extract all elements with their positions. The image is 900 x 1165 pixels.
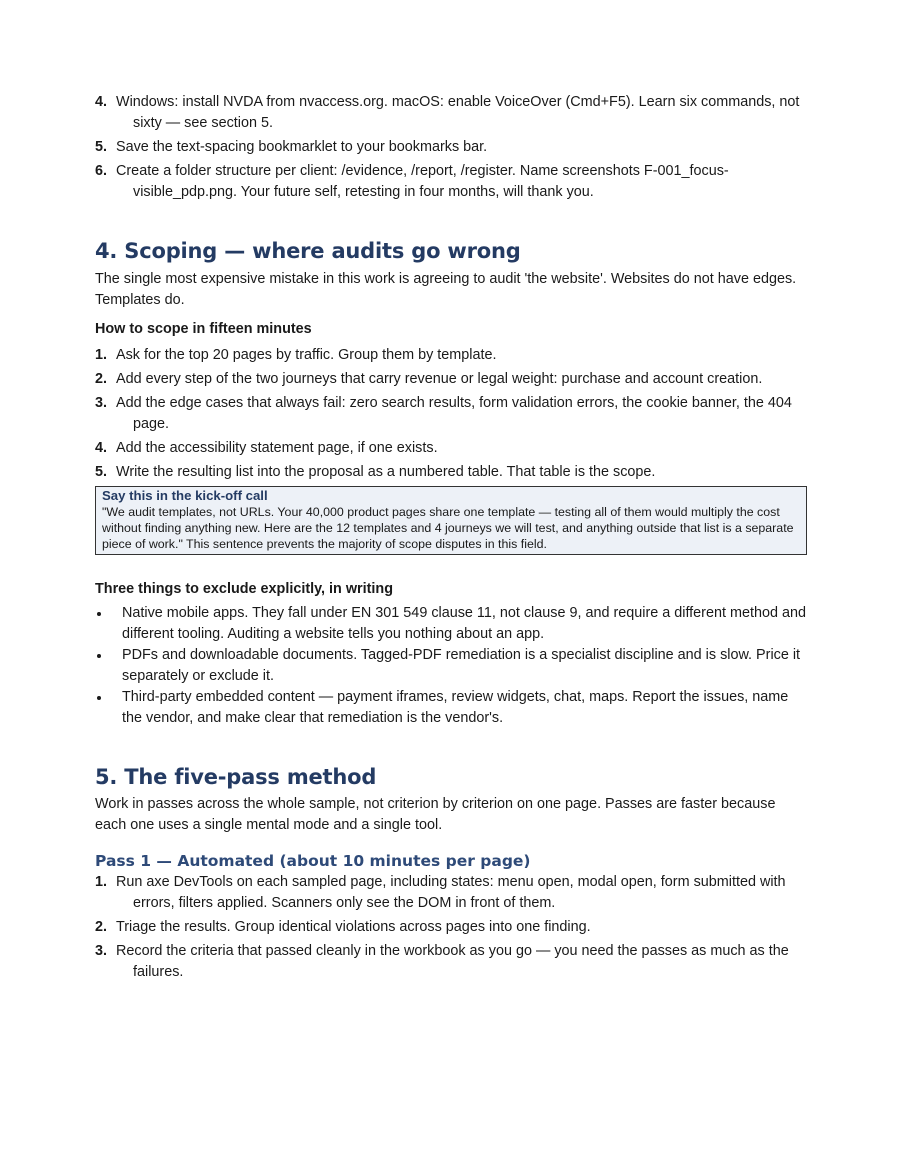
item-number: 6. (95, 163, 108, 179)
item-text: Record the criteria that passed cleanly in the workbook as you go — you need the passes as much as the failures. (116, 943, 789, 980)
item-text: Add every step of the two journeys that carry revenue or legal weight: purchase and account creation. (116, 371, 763, 387)
pass-1-steps-list (95, 872, 807, 983)
list-item (95, 137, 807, 158)
section-5-heading: 5. The five-pass method (95, 765, 377, 789)
item-text: Create a folder structure per client: /evidence, /report, /register. Name screenshots F-001_focus-visible_pdp.png. Your future self, retesting in four months, will thank you. (116, 163, 729, 200)
list-item (95, 917, 807, 938)
pass-1-heading: Pass 1 — Automated (about 10 minutes per page) (95, 852, 531, 870)
item-text: Add the accessibility statement page, if one exists. (116, 440, 438, 456)
list-item (95, 438, 807, 459)
item-text: Ask for the top 20 pages by traffic. Group them by template. (116, 347, 497, 363)
list-item (95, 393, 807, 435)
list-item (95, 462, 807, 483)
list-item: Third-party embedded content — payment iframes, review widgets, chat, maps. Report the issues, name the vendor, and make clear that remediation is the vendor's. (95, 687, 807, 729)
scope-subheading: How to scope in fifteen minutes (95, 321, 312, 337)
item-number: 2. (95, 371, 108, 387)
list-item (95, 941, 807, 983)
list-item: PDFs and downloadable documents. Tagged-PDF remediation is a specialist discipline and is slow. Price it separately or exclude it. (95, 645, 807, 687)
exclude-subheading: Three things to exclude explicitly, in writing (95, 581, 393, 597)
item-number: 1. (95, 347, 108, 363)
setup-steps-list (95, 92, 807, 203)
list-item (95, 369, 807, 390)
exclude-list (95, 603, 807, 729)
item-text: Windows: install NVDA from nvaccess.org. macOS: enable VoiceOver (Cmd+F5). Learn six commands, not sixty — see section 5. (116, 94, 800, 131)
item-text: Add the edge cases that always fail: zero search results, form validation errors, the cookie banner, the 404 page. (116, 395, 792, 432)
item-number: 4. (95, 94, 108, 110)
kickoff-callout (95, 486, 807, 555)
item-number: 3. (95, 395, 108, 411)
item-number: 3. (95, 943, 108, 959)
list-item (95, 872, 807, 914)
item-text: Save the text-spacing bookmarklet to your bookmarks bar. (116, 139, 488, 155)
list-item (95, 345, 807, 366)
list-item (95, 92, 807, 134)
item-number: 5. (95, 139, 108, 155)
item-number: 4. (95, 440, 108, 456)
document-page (95, 92, 807, 986)
item-number: 5. (95, 464, 108, 480)
callout-title: Say this in the kick-off call (102, 488, 268, 503)
item-text: Triage the results. Group identical violations across pages into one finding. (116, 919, 591, 935)
item-number: 1. (95, 874, 108, 890)
item-number: 2. (95, 919, 108, 935)
list-item: Native mobile apps. They fall under EN 301 549 clause 11, not clause 9, and require a different method and different tooling. Auditing a website tells you nothing about an app. (95, 603, 807, 645)
section-5-intro: Work in passes across the whole sample, not criterion by criterion on one page. Passes are faster because each one uses a single mental mode and a single tool. (95, 796, 776, 833)
item-text: Run axe DevTools on each sampled page, including states: menu open, modal open, form submitted with errors, filters applied. Scanners only see the DOM in front of them. (116, 874, 786, 911)
section-4-intro: The single most expensive mistake in this work is agreeing to audit 'the website'. Websites do not have edges. Templates do. (95, 271, 797, 308)
item-text: Write the resulting list into the proposal as a numbered table. That table is the scope. (116, 464, 656, 480)
callout-text: "We audit templates, not URLs. Your 40,000 product pages share one template — testing all of them would multiply the cost without finding anything new. Here are the 12 templates and 4 journeys we will test, and anything outside that list is a separate piece of work." This sentence prevents the majority of scope disputes in this field. (102, 505, 794, 551)
scope-steps-list (95, 345, 807, 483)
list-item (95, 161, 807, 203)
section-4-heading: 4. Scoping — where audits go wrong (95, 239, 521, 263)
